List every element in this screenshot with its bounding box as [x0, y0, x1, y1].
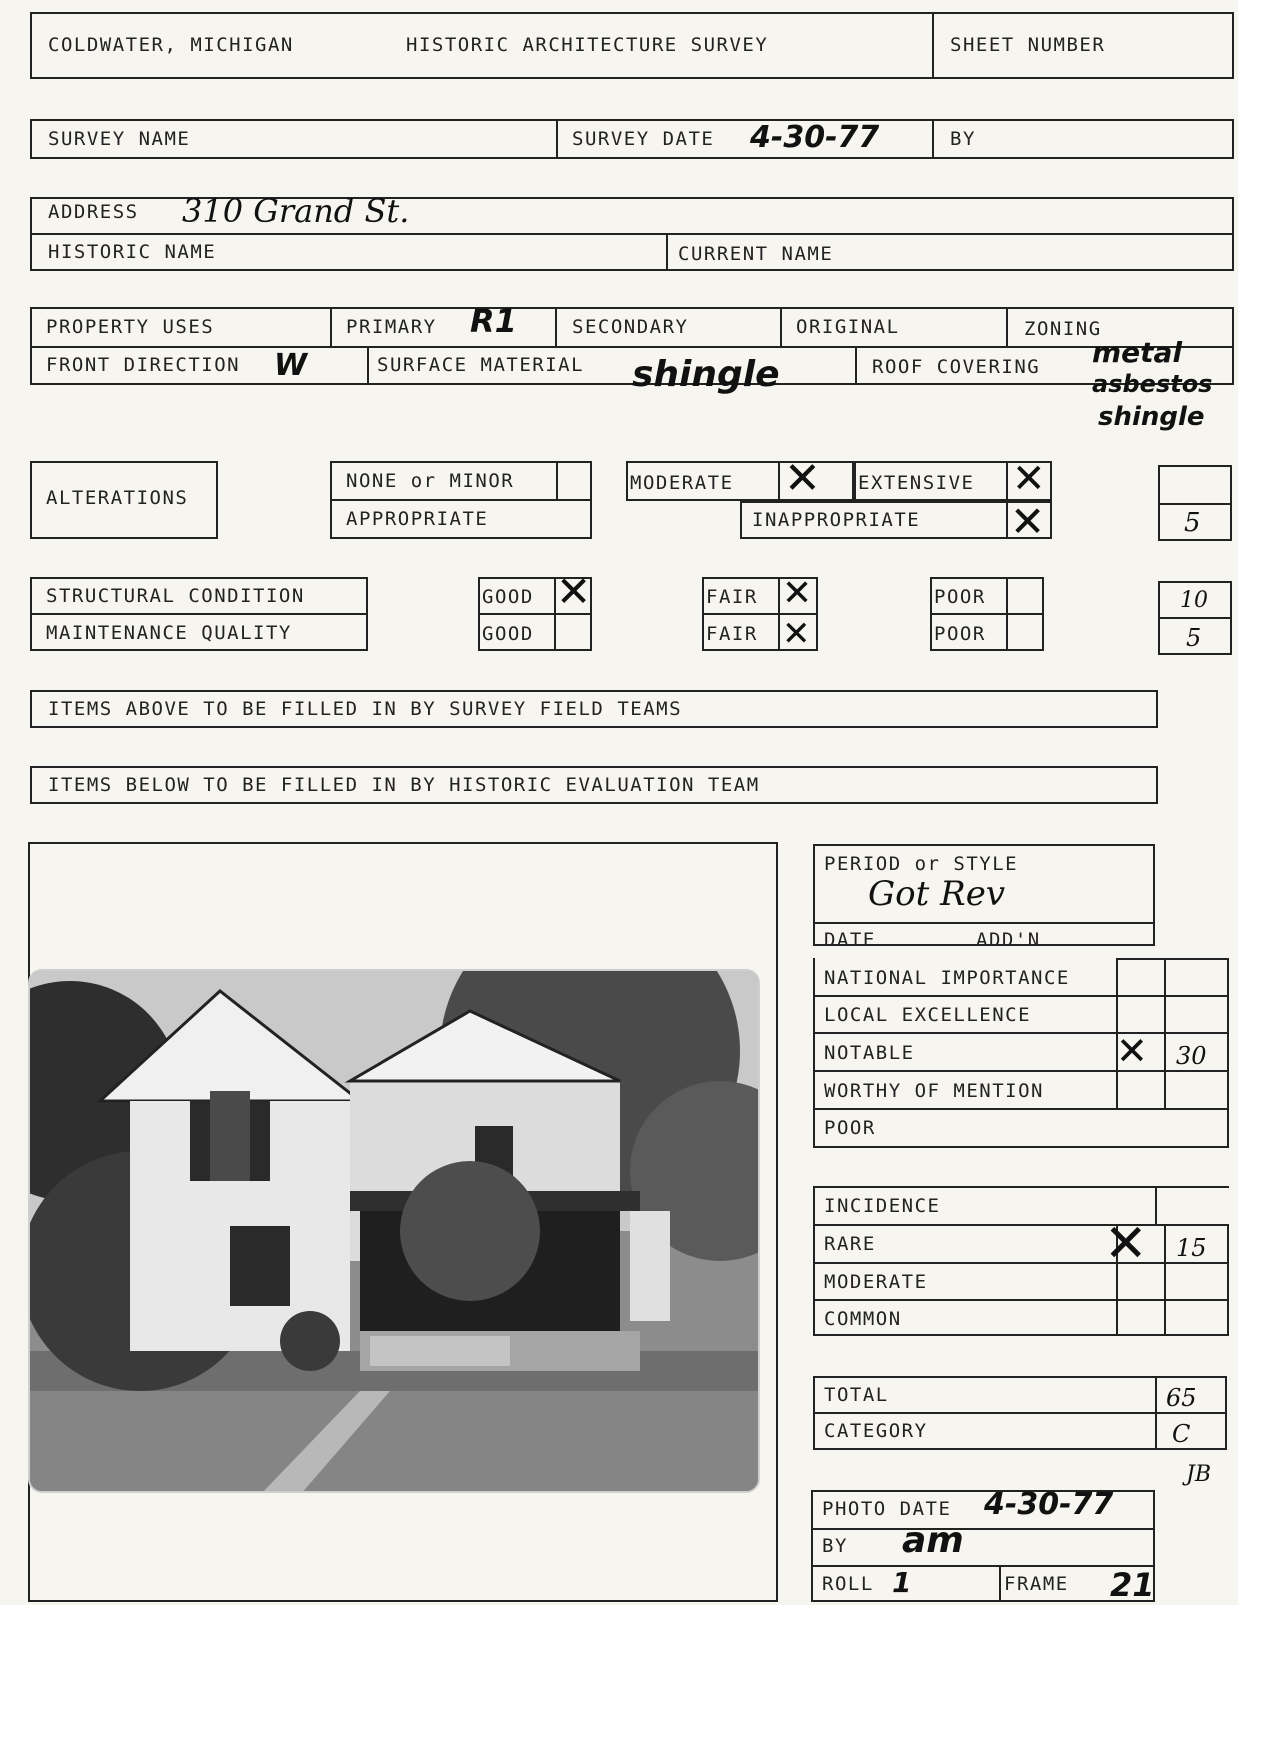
category-value: C	[1172, 1420, 1191, 1448]
surface-material-value: shingle	[632, 354, 780, 395]
maintenance-quality-label: MAINTENANCE QUALITY	[46, 622, 292, 644]
extensive-check: ✕	[1012, 456, 1046, 502]
sheet-number-label: SHEET NUMBER	[950, 34, 1106, 56]
structural-poor-label: POOR	[934, 586, 986, 608]
structural-score: 10	[1180, 588, 1208, 613]
property-uses-label: PROPERTY USES	[46, 316, 215, 338]
worthy-of-mention-label: WORTHY OF MENTION	[824, 1080, 1044, 1102]
maintenance-good-label: GOOD	[482, 623, 534, 645]
items-above-note: ITEMS ABOVE TO BE FILLED IN BY SURVEY FIELD TEAMS	[48, 698, 683, 720]
incidence-common-label: COMMON	[824, 1308, 902, 1330]
moderate-check: ✕	[784, 453, 821, 504]
inappropriate-label: INAPPROPRIATE	[752, 509, 921, 531]
roof-covering-value-2: asbestos	[1092, 370, 1213, 398]
roof-covering-value-3: shingle	[1098, 402, 1205, 432]
maintenance-score: 5	[1186, 624, 1202, 652]
notable-check: ✕	[1116, 1029, 1148, 1073]
surface-material-label: SURFACE MATERIAL	[377, 354, 585, 376]
none-minor-label: NONE or MINOR	[346, 470, 515, 492]
maintenance-fair-label: FAIR	[706, 623, 758, 645]
alterations-label: ALTERATIONS	[46, 487, 189, 509]
city-label: COLDWATER, MICHIGAN	[48, 34, 294, 56]
photo-date-label: PHOTO DATE	[822, 1498, 952, 1520]
structural-fair-check: ✕	[782, 573, 813, 614]
maintenance-fair-check: ✕	[782, 614, 811, 654]
rare-label: RARE	[824, 1233, 876, 1255]
secondary-label: SECONDARY	[572, 316, 689, 338]
roll-label: ROLL	[822, 1573, 874, 1595]
inappropriate-check: ✕	[1010, 497, 1046, 546]
addn-label: ADD'N	[976, 929, 1041, 951]
date-label: DATE	[824, 929, 876, 951]
front-direction-label: FRONT DIRECTION	[46, 354, 241, 376]
structural-good-label: GOOD	[482, 586, 534, 608]
survey-name-label: SURVEY NAME	[48, 128, 191, 150]
period-style-value: Got Rev	[868, 874, 1006, 914]
current-name-label: CURRENT NAME	[678, 243, 834, 265]
address-value: 310 Grand St.	[182, 192, 410, 230]
items-below-note: ITEMS BELOW TO BE FILLED IN BY HISTORIC EVALUATION TEAM	[48, 774, 760, 796]
structural-good-check: ✕	[556, 567, 592, 616]
maintenance-poor-label: POOR	[934, 623, 986, 645]
roof-covering-value-1: metal	[1092, 336, 1183, 369]
extensive-label: EXTENSIVE	[858, 472, 975, 494]
frame-label: FRAME	[1004, 1573, 1069, 1595]
poor-rating-label: POOR	[824, 1117, 876, 1139]
form-title: HISTORIC ARCHITECTURE SURVEY	[406, 34, 769, 56]
national-importance-label: NATIONAL IMPORTANCE	[824, 967, 1070, 989]
rare-check: ✕	[1104, 1214, 1148, 1274]
rare-score: 15	[1176, 1234, 1207, 1262]
survey-date-value: 4-30-77	[750, 120, 880, 155]
moderate-label: MODERATE	[630, 472, 734, 494]
period-style-label: PERIOD or STYLE	[824, 853, 1019, 875]
zoning-label: ZONING	[1024, 318, 1102, 340]
house-photograph	[28, 969, 760, 1493]
local-excellence-label: LOCAL EXCELLENCE	[824, 1004, 1032, 1026]
survey-by-label: BY	[950, 128, 976, 150]
incidence-moderate-label: MODERATE	[824, 1271, 928, 1293]
photo-date-value: 4-30-77	[984, 1487, 1114, 1522]
front-direction-value: W	[274, 348, 308, 383]
primary-label: PRIMARY	[346, 316, 437, 338]
category-label: CATEGORY	[824, 1420, 928, 1442]
notable-label: NOTABLE	[824, 1042, 915, 1064]
original-label: ORIGINAL	[796, 316, 900, 338]
frame-value: 21	[1110, 1566, 1155, 1604]
house-photo-graphic	[30, 971, 760, 1493]
total-label: TOTAL	[824, 1384, 889, 1406]
appropriate-label: APPROPRIATE	[346, 508, 489, 530]
evaluator-initials: JB	[1186, 1462, 1211, 1487]
roof-covering-label: ROOF COVERING	[872, 356, 1041, 378]
incidence-label: INCIDENCE	[824, 1195, 941, 1217]
survey-date-label: SURVEY DATE	[572, 128, 715, 150]
roll-value: 1	[892, 1566, 912, 1599]
address-label: ADDRESS	[48, 201, 139, 223]
notable-score: 30	[1176, 1042, 1207, 1070]
total-value: 65	[1166, 1384, 1197, 1412]
photo-by-value: am	[902, 1520, 964, 1561]
primary-value: R1	[470, 302, 517, 340]
alterations-score: 5	[1184, 508, 1201, 538]
structural-fair-label: FAIR	[706, 586, 758, 608]
structural-condition-label: STRUCTURAL CONDITION	[46, 585, 305, 607]
historic-name-label: HISTORIC NAME	[48, 241, 217, 263]
photo-by-label: BY	[822, 1535, 848, 1557]
